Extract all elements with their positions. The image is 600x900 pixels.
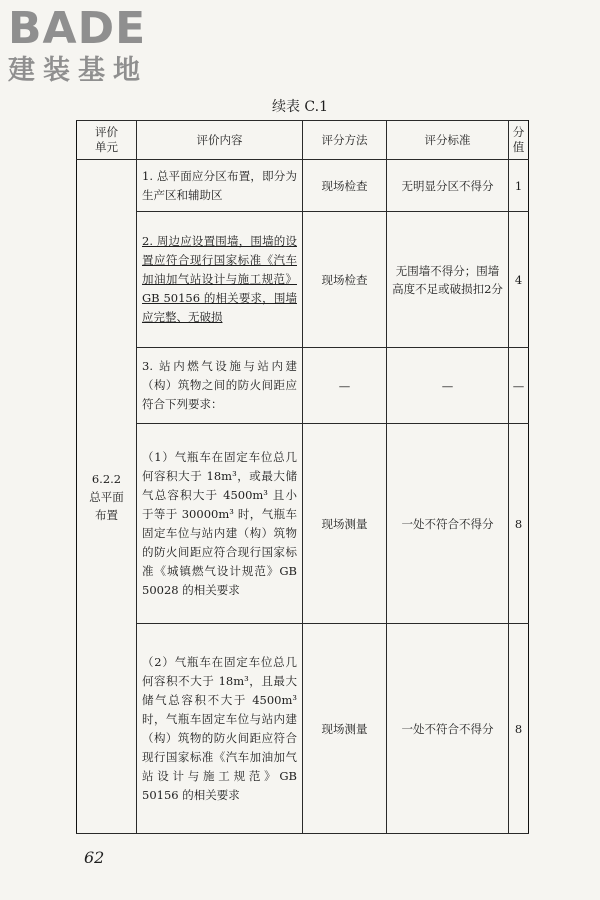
row-score: 1 <box>509 160 529 212</box>
row-method: 现场检查 <box>303 160 387 212</box>
row-score: 4 <box>509 212 529 348</box>
row-content: 1. 总平面应分区布置，即分为生产区和辅助区 <box>137 160 303 212</box>
row-content: （2）气瓶车在固定车位总几何容积不大于 18m³，且最大储气总容积不大于 4500m³ 时，气瓶车固定车位与站内建（构）筑物的防火间距应符合现行国家标准《汽车加油加气站设计与施工规范》GB 50156 的相关要求 <box>137 624 303 834</box>
header-standard: 评分标准 <box>387 121 509 160</box>
table-row <box>77 348 529 424</box>
evaluation-table <box>76 120 529 834</box>
table-row <box>77 212 529 348</box>
logo-subtitle: 建装基地 <box>8 55 148 86</box>
evaluation-unit-cell: 6.2.2 总平面 布置 <box>77 160 137 834</box>
row-content: 2. 周边应设置围墙，围墙的设置应符合现行国家标准《汽车加油加气站设计与施工规范》GB 50156 的相关要求，围墙应完整、无破损 <box>137 212 303 348</box>
row-method: 现场检查 <box>303 212 387 348</box>
row-standard: 无明显分区不得分 <box>387 160 509 212</box>
header-unit: 评价 单元 <box>77 121 137 160</box>
table-caption: 续表 C.1 <box>271 99 329 115</box>
table-row <box>77 160 529 212</box>
row-score: 8 <box>509 624 529 834</box>
row-standard: 一处不符合不得分 <box>387 624 509 834</box>
header-method: 评分方法 <box>303 121 387 160</box>
row-score: 8 <box>509 424 529 624</box>
row-method: — <box>303 348 387 424</box>
page-number: 62 <box>84 848 105 867</box>
row-standard: — <box>387 348 509 424</box>
header-content: 评价内容 <box>137 121 303 160</box>
row-content: 3. 站内燃气设施与站内建（构）筑物之间的防火间距应符合下列要求： <box>137 348 303 424</box>
row-content: （1）气瓶车在固定车位总几何容积大于 18m³，或最大储气总容积大于 4500m³ 且小于等于 30000m³ 时，气瓶车固定车位与站内建（构）筑物的防火间距应符合现行国家标准《城镇燃气设计规范》GB 50028 的相关要求 <box>137 424 303 624</box>
row-standard: 一处不符合不得分 <box>387 424 509 624</box>
logo-wordmark: BADE <box>8 3 147 54</box>
row-score: — <box>509 348 529 424</box>
table-row <box>77 624 529 834</box>
header-score: 分 值 <box>509 121 529 160</box>
table-header-row <box>77 121 529 160</box>
row-standard: 无围墙不得分；围墙高度不足或破损扣2分 <box>387 212 509 348</box>
bade-logo <box>8 4 148 86</box>
row-method: 现场测量 <box>303 624 387 834</box>
table-row <box>77 424 529 624</box>
row-method: 现场测量 <box>303 424 387 624</box>
